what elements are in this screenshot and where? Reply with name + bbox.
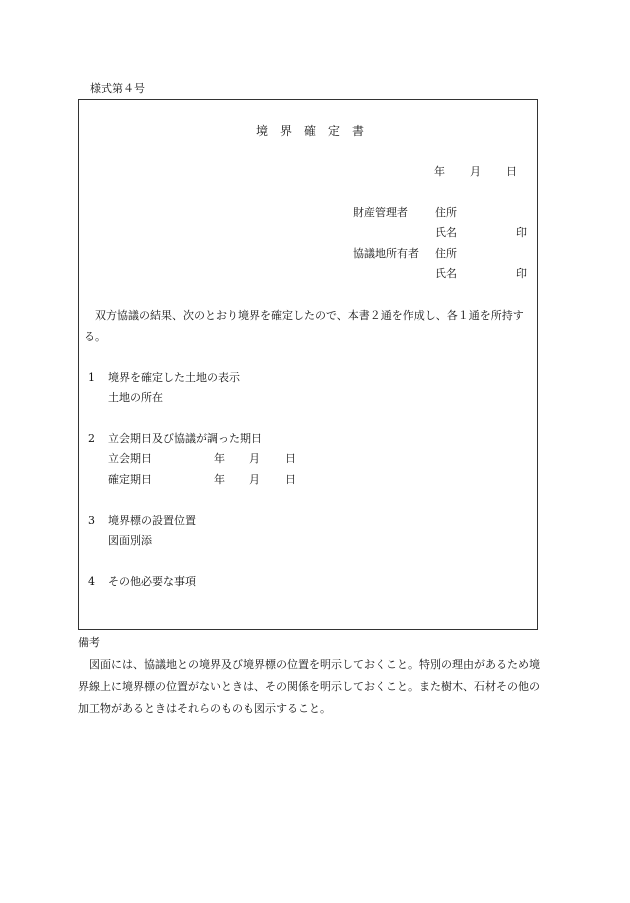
attendance-date-label: 立会期日 bbox=[108, 452, 152, 465]
seal-mark: 印 bbox=[516, 226, 527, 239]
seal-mark: 印 bbox=[516, 267, 527, 280]
attendance-year: 年 bbox=[214, 452, 225, 465]
item-sub: 土地の所在 bbox=[108, 391, 163, 404]
party-name-label: 氏名 bbox=[435, 267, 457, 280]
confirmation-date-label: 確定期日 bbox=[108, 473, 152, 486]
remarks-text: 図面には、協議地との境界及び境界標の位置を明示しておくこと。特別の理由があるため境界線上に境界標の位置がないときは、その関係を明示しておくこと。また樹木、石材その他の加工物があるときはそれらのものも図示すること。 bbox=[78, 658, 540, 715]
item-heading: 立会期日及び協議が調った期日 bbox=[108, 432, 262, 445]
party-name-label: 氏名 bbox=[435, 226, 457, 239]
item-heading: 境界標の設置位置 bbox=[108, 514, 196, 527]
attendance-day: 日 bbox=[285, 452, 296, 465]
item-number: 4 bbox=[88, 575, 95, 588]
form-frame bbox=[78, 99, 538, 630]
document-title: 境界確定書 bbox=[256, 124, 377, 138]
date-day: 日 bbox=[506, 165, 517, 178]
party-address-label: 住所 bbox=[435, 206, 457, 219]
attendance-month: 月 bbox=[249, 452, 260, 465]
date-month: 月 bbox=[470, 165, 481, 178]
form-number: 様式第４号 bbox=[90, 82, 145, 95]
confirmation-day: 日 bbox=[285, 473, 296, 486]
party-role-owner: 協議地所有者 bbox=[353, 247, 419, 260]
agreement-text: 双方協議の結果、次のとおり境界を確定したので、本書２通を作成し、各１通を所持する。 bbox=[84, 309, 524, 343]
item-sub: 図面別添 bbox=[108, 534, 152, 547]
party-role-manager: 財産管理者 bbox=[353, 206, 408, 219]
item-number: 2 bbox=[88, 432, 95, 445]
item-number: 3 bbox=[88, 514, 95, 527]
confirmation-year: 年 bbox=[214, 473, 225, 486]
date-year: 年 bbox=[434, 165, 445, 178]
party-address-label: 住所 bbox=[435, 247, 457, 260]
confirmation-month: 月 bbox=[249, 473, 260, 486]
remarks-heading: 備考 bbox=[78, 636, 100, 649]
item-heading: 境界を確定した土地の表示 bbox=[108, 371, 240, 384]
item-number: 1 bbox=[88, 371, 95, 384]
item-heading: その他必要な事項 bbox=[108, 575, 196, 588]
